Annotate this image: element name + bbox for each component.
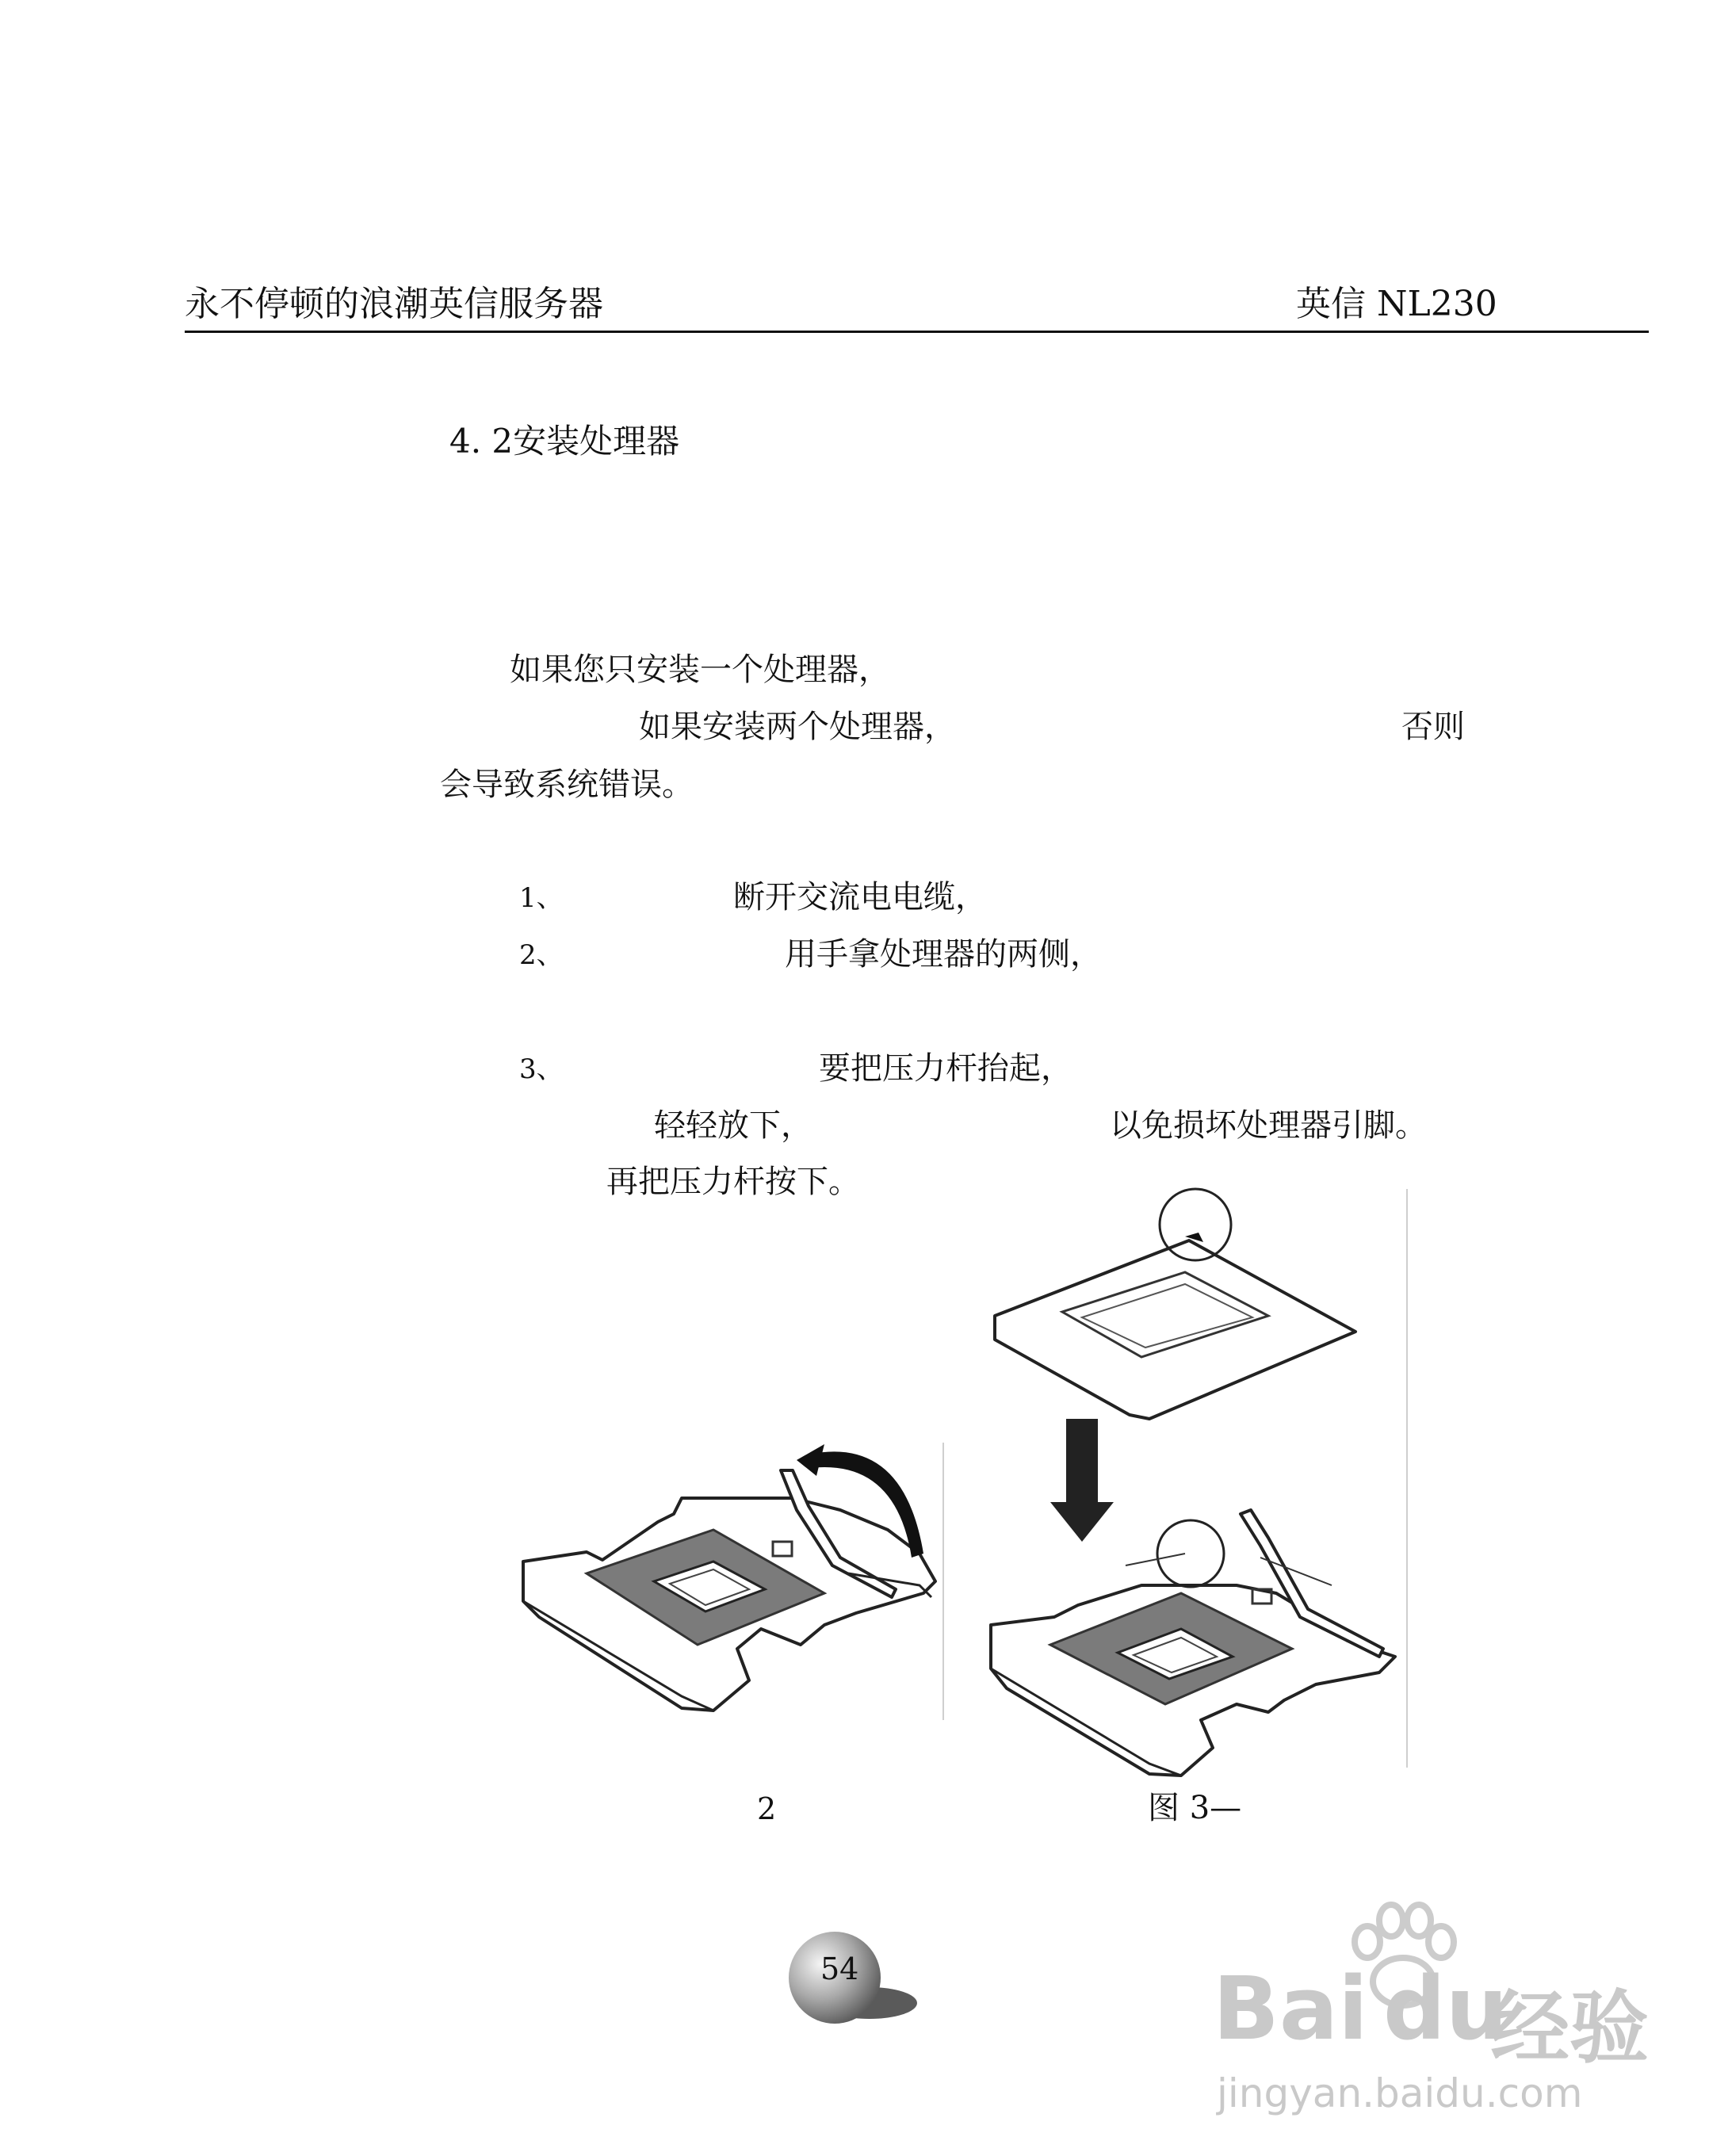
header-right-title: 英信 NL230 xyxy=(1296,284,1497,324)
step-2-text: 用手拿处理器的两侧， xyxy=(785,936,1102,973)
step-3-cont-a: 轻轻放下， xyxy=(654,1107,812,1144)
paragraph-line-3: 会导致系统错误。 xyxy=(440,766,694,803)
watermark-brand-du: du xyxy=(1383,1958,1508,2059)
step-1-text: 断开交流电电缆， xyxy=(733,879,987,916)
page-number: 54 xyxy=(820,1951,859,1986)
paragraph-line-2b: 否则 xyxy=(1401,709,1465,745)
figure-caption-right: 图 3— xyxy=(1148,1790,1242,1826)
step-3-text: 要把压力杆抬起， xyxy=(819,1050,1072,1087)
step-3-cont-c: 再把压力杆按下。 xyxy=(606,1164,860,1200)
watermark-brand-cn: 经验 xyxy=(1490,1982,1649,2074)
watermark-url: jingyan.baidu.com xyxy=(1217,2070,1583,2116)
watermark-brand: Bai xyxy=(1213,1958,1368,2059)
step-3-cont-b: 以免损坏处理器引脚。 xyxy=(1110,1107,1427,1144)
header-left-title: 永不停顿的浪潮英信服务器 xyxy=(185,284,603,324)
figure-caption-left: 2 xyxy=(757,1791,777,1826)
step-1-number: 1、 xyxy=(519,882,564,914)
paragraph-line-1: 如果您只安装一个处理器， xyxy=(510,652,890,688)
paragraph-line-2a: 如果安装两个处理器， xyxy=(639,709,956,745)
step-3-number: 3、 xyxy=(519,1053,564,1085)
step-2-number: 2、 xyxy=(519,939,564,971)
section-title: 4. 2安装处理器 xyxy=(449,422,680,461)
